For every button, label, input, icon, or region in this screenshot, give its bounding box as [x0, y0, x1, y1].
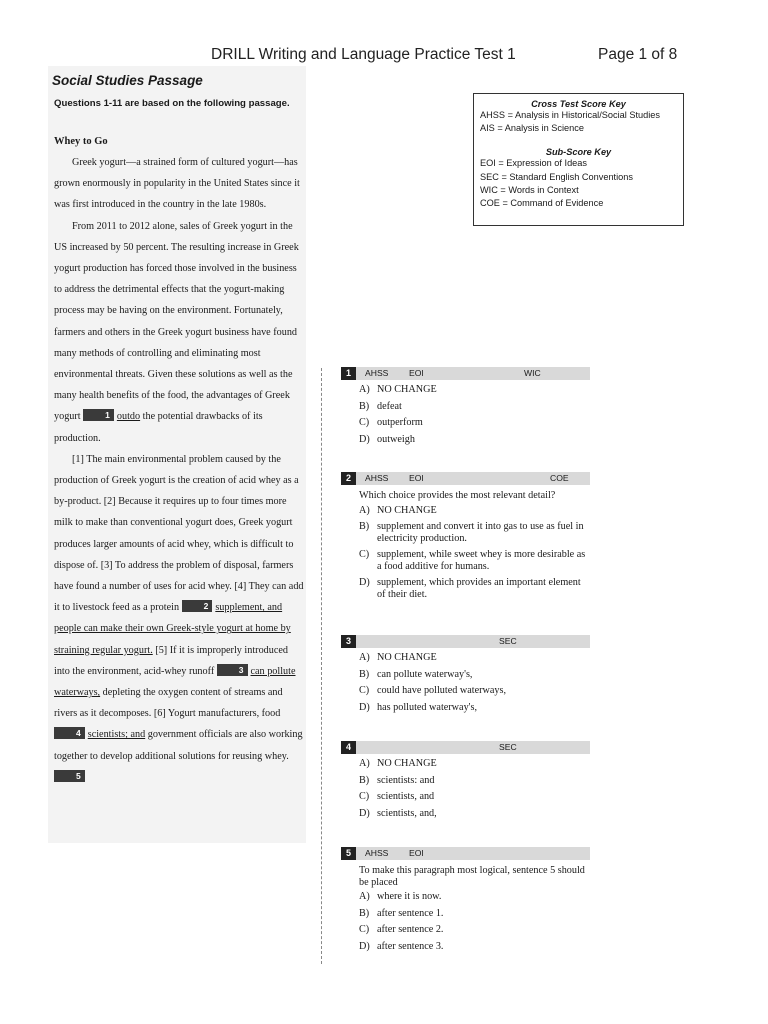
- sub-score-key-title: Sub-Score Key: [545, 147, 612, 158]
- passage-text: government officials are also working together to develop additional solutions for reusing whey.: [54, 729, 303, 762]
- answer-option-b[interactable]: [341, 401, 590, 413]
- underlined-text-2: supplement, and people can make their own Greek-style yogurt at home by straining regular yogurt.: [54, 602, 291, 656]
- skill-tag: COE: [550, 473, 569, 483]
- skill-tag: WIC: [524, 368, 541, 378]
- option-text: outperform: [377, 417, 423, 428]
- question-1: [341, 367, 590, 450]
- option-text: after sentence 2.: [377, 924, 444, 935]
- option-letter: A): [359, 384, 370, 395]
- option-letter: D): [359, 807, 370, 819]
- option-letter: B): [359, 668, 370, 680]
- question-stem: To make this paragraph most logical, sentence 5 should be placed: [359, 865, 585, 888]
- option-letter: B): [359, 907, 370, 919]
- question-marker-3[interactable]: 3: [217, 664, 248, 676]
- score-key-box: [473, 93, 684, 226]
- option-text: scientists: and: [377, 774, 435, 786]
- option-text: NO CHANGE: [377, 652, 437, 663]
- option-letter: A): [359, 504, 370, 516]
- option-text: scientists, and,: [377, 807, 437, 819]
- option-text: outweigh: [377, 433, 415, 445]
- answer-option-c[interactable]: [341, 791, 590, 803]
- question-stem: Which choice provides the most relevant detail?: [359, 490, 556, 501]
- option-letter: A): [359, 891, 370, 902]
- option-letter: B): [359, 774, 370, 786]
- option-text: supplement, while sweet whey is more desirable as a food additive for humans.: [377, 549, 586, 572]
- question-number: 1: [341, 367, 356, 380]
- option-text: NO CHANGE: [377, 384, 437, 395]
- answer-option-a[interactable]: [341, 384, 590, 396]
- question-3: [341, 635, 590, 718]
- passage-paragraph-3: [54, 449, 306, 788]
- option-text: scientists, and: [377, 791, 435, 802]
- passage-title: Whey to Go: [54, 136, 108, 147]
- skill-tag: SEC: [499, 742, 517, 752]
- passage-paragraph-2: [54, 216, 306, 449]
- option-letter: C): [359, 791, 370, 802]
- answer-option-a[interactable]: [341, 758, 590, 770]
- answer-option-c[interactable]: [341, 417, 590, 429]
- option-letter: B): [359, 400, 370, 412]
- cross-test-tag: AHSS: [365, 368, 389, 378]
- sub-score-tag: EOI: [409, 473, 424, 483]
- option-text: defeat: [377, 400, 402, 412]
- question-number: 5: [341, 847, 356, 860]
- passage-body: [54, 152, 306, 788]
- answer-option-c[interactable]: [341, 924, 590, 936]
- question-marker-1[interactable]: 1: [83, 409, 114, 421]
- document-title: DRILL Writing and Language Practice Test 1: [211, 46, 516, 63]
- option-letter: D): [359, 577, 370, 588]
- answer-option-b[interactable]: [341, 669, 590, 681]
- question-marker-4[interactable]: 4: [54, 727, 85, 739]
- underlined-text-4: scientists; and: [87, 729, 146, 741]
- question-header: [341, 635, 590, 648]
- answer-option-a[interactable]: [341, 505, 590, 517]
- question-number: 3: [341, 635, 356, 648]
- skill-tag: SEC: [499, 636, 517, 646]
- answer-option-d[interactable]: [341, 702, 590, 714]
- passage-intro: Questions 1-11 are based on the following passage.: [54, 98, 290, 109]
- option-text: could have polluted waterways,: [377, 685, 507, 696]
- question-4: [341, 741, 590, 824]
- cross-test-tag: AHSS: [365, 848, 389, 858]
- option-letter: C): [359, 924, 370, 935]
- question-marker-2[interactable]: 2: [182, 600, 213, 612]
- question-header: [341, 847, 590, 860]
- answer-option-d[interactable]: [341, 941, 590, 953]
- question-5: [341, 847, 590, 957]
- option-letter: D): [359, 701, 370, 713]
- passage-paragraph-1: Greek yogurt—a strained form of cultured yogurt—has grown enormously in popularity in the United States since it was first introduced in the country in the late 1980s.: [54, 157, 300, 211]
- option-text: after sentence 3.: [377, 940, 444, 952]
- cross-test-tag: AHSS: [365, 473, 389, 483]
- key-line: AHSS = Analysis in Historical/Social Studies: [480, 110, 660, 120]
- answer-option-a[interactable]: [341, 891, 590, 903]
- option-text: NO CHANGE: [377, 758, 437, 769]
- passage-text: [5] If it is improperly introduced into the environment, acid-whey runoff: [54, 644, 288, 677]
- option-text: where it is now.: [377, 891, 442, 902]
- option-letter: C): [359, 685, 370, 696]
- option-letter: C): [359, 417, 370, 428]
- question-marker-5[interactable]: 5: [54, 770, 85, 782]
- answer-option-b[interactable]: [341, 775, 590, 787]
- question-header: [341, 367, 590, 380]
- key-line: COE = Command of Evidence: [480, 198, 604, 209]
- passage-text: the potential drawbacks of its production.: [54, 411, 263, 444]
- option-text: can pollute waterway's,: [377, 668, 473, 680]
- option-letter: B): [359, 521, 370, 532]
- answer-option-d[interactable]: [341, 577, 590, 600]
- question-header: [341, 472, 590, 485]
- answer-option-d[interactable]: [341, 808, 590, 820]
- option-text: supplement and convert it into gas to use as fuel in electricity production.: [377, 521, 584, 544]
- option-text: NO CHANGE: [377, 504, 437, 516]
- option-text: supplement, which provides an important element of their diet.: [377, 577, 581, 600]
- column-divider: [321, 368, 322, 964]
- option-letter: A): [359, 652, 370, 663]
- page-indicator: Page 1 of 8: [598, 46, 678, 63]
- key-line: SEC = Standard English Conventions: [480, 171, 633, 182]
- passage-text: [1] The main environmental problem caused by the production of Greek yogurt is the creation of acid whey as a by-product. [2] Because it requires up to four times more milk to make than conventional yogurt does, Greek yogurt produces larger amounts of acid whey, which is difficult to dispose of. [3] To address the problem of disposal, farmers have found a number of uses for acid whey. [4] They can add it to livestock feed as a protein: [54, 453, 304, 614]
- underlined-text-3: can pollute waterways,: [54, 665, 296, 699]
- key-line: WIC = Words in Context: [480, 184, 579, 195]
- option-letter: D): [359, 433, 370, 445]
- question-2: [341, 472, 590, 605]
- question-number: 2: [341, 472, 356, 485]
- cross-test-key-title: Cross Test Score Key: [531, 99, 626, 109]
- option-text: has polluted waterway's,: [377, 701, 478, 713]
- answer-option-b[interactable]: [341, 908, 590, 920]
- option-letter: A): [359, 758, 370, 769]
- question-number: 4: [341, 741, 356, 754]
- answer-option-c[interactable]: [341, 685, 590, 697]
- answer-option-c[interactable]: [341, 549, 590, 572]
- question-header: [341, 741, 590, 754]
- answer-option-a[interactable]: [341, 652, 590, 664]
- underlined-text-1: outdo: [116, 411, 141, 423]
- answer-option-d[interactable]: [341, 434, 590, 446]
- option-text: after sentence 1.: [377, 907, 444, 919]
- sub-score-tag: EOI: [409, 848, 424, 858]
- passage-text: From 2011 to 2012 alone, sales of Greek yogurt in the US increased by 50 percent. The resulting increase in Greek yogurt production has forced those involved in the business to address the detrimental effects that the yogurt-making process may be having on the environment. Fortunately, farmers and others in the Greek yogurt business have found many methods of controlling and eliminating most environmental threats. Given these solutions as well as the many health benefits of the food, the advantages of Greek yogurt: [54, 220, 299, 423]
- option-letter: C): [359, 549, 370, 560]
- key-line: EOI = Expression of Ideas: [480, 158, 587, 169]
- answer-option-b[interactable]: [341, 521, 590, 544]
- option-letter: D): [359, 940, 370, 952]
- key-line: AIS = Analysis in Science: [480, 123, 584, 134]
- passage-text: depleting the oxygen content of streams and rivers as it decomposes. [6] Yogurt manufacturers, food: [54, 687, 283, 720]
- sub-score-tag: EOI: [409, 368, 424, 378]
- section-title: Social Studies Passage: [52, 73, 203, 88]
